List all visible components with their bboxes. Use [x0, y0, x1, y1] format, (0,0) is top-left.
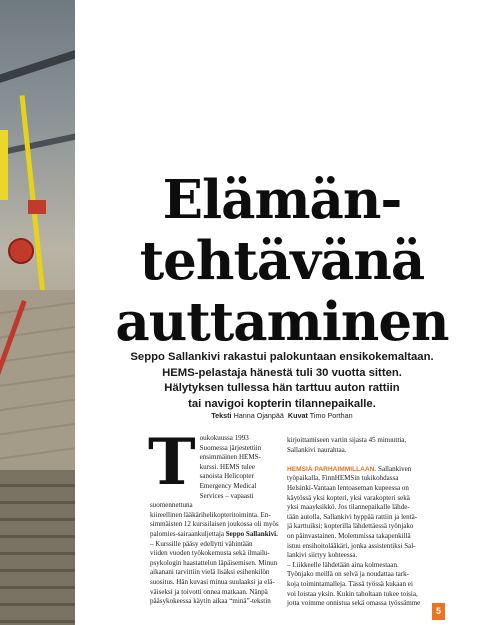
lead-paragraph: [112, 350, 452, 412]
hose-reel: [8, 238, 34, 264]
body-line: Suomessa järjestettiin: [199, 443, 262, 452]
person-name: Seppo Sallankivi.: [225, 529, 278, 538]
photo-credit-label: Kuvat: [287, 411, 308, 420]
body-line: – Liikkeelle lähdetään aina kolmestaan.: [287, 560, 399, 569]
lead-line: Hälytyksen tullessa hän tarttuu auton rattiin: [164, 382, 400, 394]
hangar-photo: [0, 0, 75, 625]
drop-cap: T: [148, 425, 196, 500]
red-equipment: [28, 200, 46, 214]
body-line: oukokuussa 1993: [199, 434, 249, 442]
lead-line: tai navigoi kopterin tilannepaikalle.: [188, 397, 376, 410]
body-line: tään autolla, Sallankivi hyppää rattiin ja lentä-: [287, 512, 418, 521]
text-credit-author: Hanna Ojanpää: [233, 411, 284, 420]
body-line: jotta voimme onnistua sekä omassa työssämme: [287, 599, 421, 608]
page-number: 5: [432, 603, 445, 620]
body-line: suomennettuna: [150, 501, 193, 510]
body-line: kirjoittamiseen vartin sijasta 45 minuuttia,: [287, 436, 407, 444]
body-line: istuu ensihoitolääkäri, jonka assistentiksi Sal-: [287, 541, 416, 550]
body-line: Helsinki-Vantaan lentoaseman kupeessa on: [287, 483, 409, 492]
roof-beam: [0, 43, 75, 85]
body-line: ensimmäinen HEMS-: [199, 453, 261, 462]
photo-credit-author: Timo Porthan: [309, 411, 353, 420]
body-line: Services – vapaasti: [199, 491, 254, 500]
body-line: väiseksi ja toivotti onnea matkaan. Nänpä: [150, 587, 268, 596]
body-line: Sallankivi naurahtaa.: [287, 445, 347, 454]
body-line: simmäisten 12 kurssilaisen joukossa oli myös: [150, 520, 279, 529]
lead-line: Seppo Sallankivi rakastui palokuntaan ensikokemaltaan.: [130, 351, 434, 363]
body-line: sanoista Helicopter: [199, 472, 254, 481]
section-subhead: HEMSIÄ PARHAIMMILLAAN.: [287, 465, 377, 473]
body-line: – Kurssille pääsy edellytti vähintään: [150, 539, 253, 548]
headline-line: tehtävänä: [139, 230, 425, 292]
roof-beam: [0, 129, 75, 158]
body-line: kurssi. HEMS tulee: [199, 462, 256, 471]
body-line: voi loistaa yksin. Kukin taholtaan tukee toisia,: [287, 589, 418, 598]
headline-line: auttaminen: [115, 291, 449, 353]
body-line: koja toimintamalleja. Tässä työssä kukaan ei: [287, 579, 413, 588]
lead-line: HEMS-pelastaja hänestä tuli 30 vuotta sitten.: [162, 366, 402, 379]
subhead-line: [287, 465, 443, 475]
text-credit-label: Teksti: [211, 411, 232, 420]
body-line: lankivi siirtyy kohteessa.: [287, 551, 358, 560]
body-line: jä karttuiksi; kopterilla lähdettäessä työnjako: [287, 522, 414, 531]
yellow-pole: [0, 130, 8, 200]
body-text: Sallankiven: [378, 464, 412, 473]
yellow-pole: [20, 95, 46, 294]
body-line: on päinvastainen. Molemmissa takapenkillä: [287, 531, 411, 540]
body-column-1: [148, 425, 306, 607]
metal-stairs: [0, 470, 75, 625]
credits: [112, 411, 452, 420]
headline-line: Elämän-: [162, 169, 402, 231]
body-line: [150, 530, 306, 540]
body-line: suositus. Hän kuvasi minua suulaaksi ja elä-: [150, 577, 275, 586]
body-line: pääsykokeessa käytin aikaa “minä”-tekstin: [150, 597, 271, 606]
body-line: viiden vuoden työkokemusta sekä ilmailu-: [150, 549, 270, 558]
body-line: aikanani tarvittiin vielä lisäksi esihenkilön: [150, 568, 270, 577]
body-text: palomies-sairaankuljettaja: [150, 529, 224, 538]
body-line: kiireellinen lääkärihelikopteritoiminta. En-: [150, 510, 271, 519]
body-line: yksi maayksikkö. Jos tilannepaikalle lähde-: [287, 503, 410, 512]
body-column-2: [287, 436, 443, 609]
headline: [112, 170, 452, 353]
body-line: Emergency Medical: [199, 481, 257, 490]
body-line: työpaikalla, FinnHEMSin tukikohdassa: [287, 474, 399, 483]
body-line: Työnjako meillä on selvä ja noudattaa tark-: [287, 570, 410, 579]
body-line: käytössä yksi kopteri, yksi varakopteri sekä: [287, 493, 410, 502]
body-line: psykologin haastattelun läpäisemisen. Minun: [150, 558, 278, 567]
